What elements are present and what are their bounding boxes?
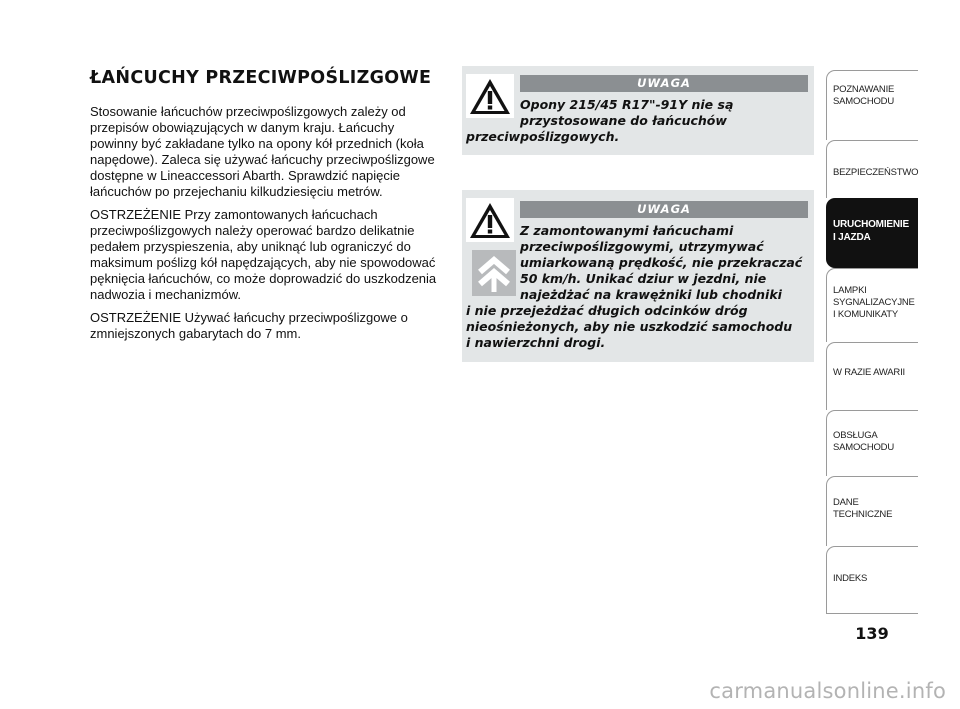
tab-w-razie-awarii[interactable]: W RAZIE AWARII [826, 342, 918, 410]
warning-text: Opony 215/45 R17"-91Y nie są przystosowane do łańcuchów przeciwpoślizgowych. [466, 97, 734, 144]
tab-lampki-sygnalizacyjne[interactable]: LAMPKI SYGNALIZACYJNE I KOMUNIKATY [826, 268, 918, 342]
tab-dane-techniczne[interactable]: DANE TECHNICZNE [826, 476, 918, 546]
tab-bezpieczenstwo[interactable]: BEZPIECZEŃSTWO [826, 140, 918, 198]
warning-text: Z zamontowanymi łańcuchami przeciwpoślizgowymi, utrzymywać umiarkowaną prędkość, nie przekraczać 50 km/h. Unikać dziur w jezdni, nie najeżdżać na krawężniki lub chodniki i nie przejeżdżać długich odcinków dróg nieośnieżonych, aby nie uszkodzić samochodu i nawierzchni drogi. [466, 223, 803, 350]
warning-header: UWAGA [520, 75, 808, 92]
tab-indeks[interactable]: INDEKS [826, 546, 918, 613]
warning-header: UWAGA [520, 201, 808, 218]
page-number: 139 [855, 624, 889, 643]
warning-box-speed [462, 190, 814, 362]
tab-poznawanie-samochodu[interactable]: POZNAWANIE SAMOCHODU [826, 70, 918, 140]
tabs-bottom-divider [826, 613, 918, 614]
body-text [90, 104, 445, 349]
paragraph-warning-2: OSTRZEŻENIE Używać łańcuchy przeciwpoślizgowe o zmniejszonych gabarytach do 7 mm. [90, 310, 408, 341]
page-title: ŁAŃCUCHY PRZECIWPOŚLIZGOWE [90, 68, 432, 88]
tab-uruchomienie-i-jazda[interactable]: URUCHOMIENIE I JAZDA [826, 198, 918, 268]
paragraph-warning-1: OSTRZEŻENIE Przy zamontowanych łańcuchach przeciwpoślizgowych należy operować bardzo delikatnie pedałem przyspieszenia, aby uniknąć lub ograniczyć do maksimum poślizg kół napędzających, aby nie spowodować pęknięcia łańcuchów, co może doprowadzić do uszkodzenia nadwozia i mechanizmów. [90, 207, 437, 302]
paragraph-intro: Stosowanie łańcuchów przeciwpoślizgowych zależy od przepisów obowiązujących w danym kraju. Łańcuchy powinny być zakładane tylko na opony kół przednich (koła napędowe). Zaleca się używać łańcuchy przeciwpoślizgowe dostępne w Lineaccessori Abarth. Sprawdzić napięcie łańcuchów po przejechaniu kilkudziesięciu metrów. [90, 104, 435, 199]
watermark: carmanualsonline.info [709, 679, 946, 703]
tab-obsluga-samochodu[interactable]: OBSŁUGA SAMOCHODU [826, 410, 918, 476]
warning-box-tyres [462, 66, 814, 155]
chapter-tabs [826, 70, 918, 614]
